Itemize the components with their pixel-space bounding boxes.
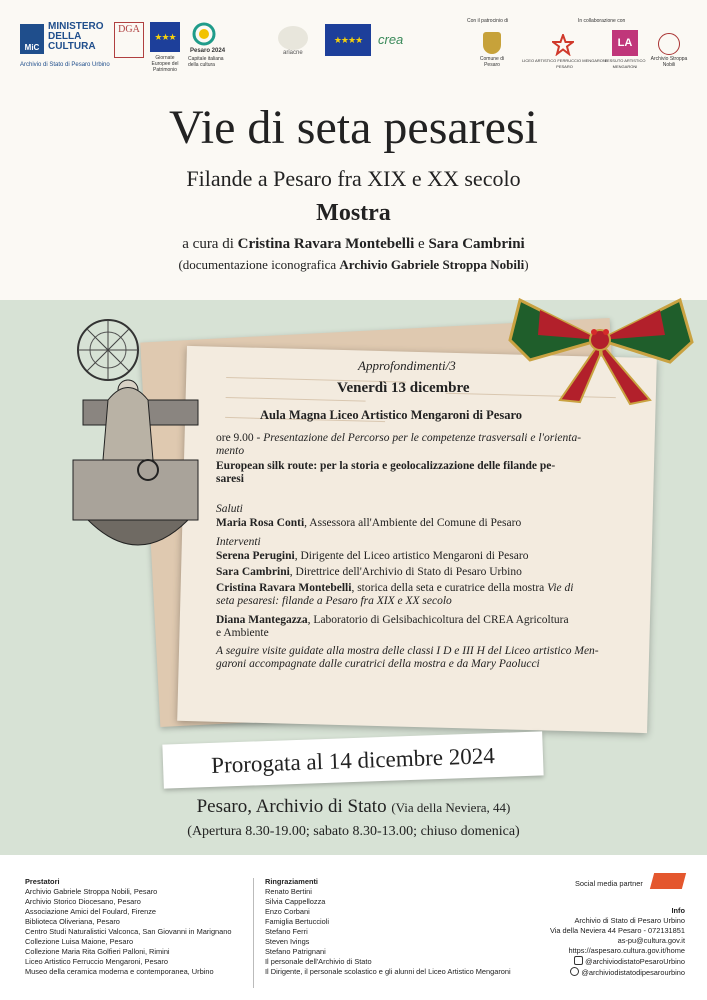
event-time-line [216,432,636,458]
tessuto-caption: TESSUTO ARTISTICO MENGARONI [604,58,646,69]
mic-logo-box: MiC [20,24,44,54]
curators-prefix: a cura di [182,236,238,252]
pesaro2024-caption: Capitale italiana della cultura [188,56,224,68]
speaker-role-1: , Laboratorio di Gelsibachicoltura del CREA Agricoltura [307,614,569,626]
christmas-bow-decoration [500,280,700,410]
ringraziamento-item: Enzo Corbani [265,907,310,916]
eu-flag-icon: ★★★★ [325,24,371,56]
speaker-name: Serena Perugini [216,550,295,562]
approfondimenti-label: Approfondimenti/3 [358,358,456,373]
pesaro2024-title: Pesaro 2024 [190,48,226,54]
info-item: Archivio di Stato di Pesaro Urbino [574,916,685,925]
archivio-subtitle: Archivio di Stato di Pesaro Urbino [20,62,110,68]
mic-line-2: DELLA [48,31,82,42]
interventi-text: Interventi [216,536,261,548]
gep-caption: Giornate Europee del Patrimonio [151,55,179,73]
speaker-row [216,550,636,563]
mic-line-1: MINISTERO [48,21,104,32]
ringraziamento-item: Famiglia Bertuccioli [265,917,330,926]
documentation-credit [0,257,707,273]
event-place: Aula Magna Liceo Artistico Mengaroni di Pesaro [260,408,523,422]
interventi-label [216,536,636,549]
prestatore-item: Centro Studi Naturalistici Valconca, San Giovanni in Marignano [25,927,232,936]
pesaro2024-logo [192,22,216,46]
silk-spinner-engraving [68,300,206,570]
time-prefix: ore 9.00 - [216,432,264,444]
venue-address: (Via della Neviera, 44) [391,800,511,815]
curators-and: e [414,236,429,252]
mic-line-3: CULTURA [48,41,96,52]
instagram-row[interactable] [550,956,685,967]
ariacne-logo: ariacne [283,50,303,56]
ringraziamento-item: Il Dirigente, il personale scolastico e gli alunni del Liceo Artistico Mengaroni [265,967,511,976]
docu-prefix: (documentazione iconografica [178,257,340,272]
social-partner-label: Social media partner [575,879,643,888]
poster-title: Vie di seta pesaresi [169,101,538,154]
silk-route-line-2: saresi [216,473,244,485]
speaker-name: Diana Mantegazza [216,614,308,626]
presentation-title-2: mento [216,445,245,457]
speaker-role: , Dirigente del Liceo artistico Mengaroni di Pesaro [294,550,529,562]
speaker-name: Sara Cambrini [216,566,290,578]
prestatore-item: Archivio Gabriele Stroppa Nobili, Pesaro [25,887,158,896]
docu-archive: Archivio Gabriele Stroppa Nobili [339,257,525,272]
crea-logo: crea [378,32,404,47]
exhibition-title-2: seta pesaresi: filande a Pesaro fra XIX e XX secolo [216,595,452,607]
docu-suffix: ) [524,257,529,272]
facebook-icon [570,967,579,976]
speaker-row [216,566,636,579]
ringraziamento-item: Stefano Patrignani [265,947,326,956]
speaker-name: Cristina Ravara Montebelli [216,582,352,594]
facebook-handle: @archiviodistatodipesarourbino [581,968,685,977]
info-website[interactable]: https://aspesaro.cultura.gov.it/home [568,946,685,955]
saluti-label [216,503,636,516]
closing-line-1: A seguire visite guidate alla mostra delle classi I D e III H del Liceo artistico Men- [216,645,599,657]
instagram-icon [574,956,583,965]
footer-divider [253,878,254,988]
dga-logo: DGA [114,22,144,58]
facebook-row[interactable] [550,967,685,978]
ringraziamenti-title: Ringraziamenti [265,877,318,886]
liceo-logo-icon [552,34,574,61]
info-item: Via della Neviera 44 Pesaro - 072131851 [549,926,685,935]
curator-2: Sara Cambrini [428,236,525,252]
proroga-text: Prorogata al 14 dicembre 2024 [210,743,496,778]
closing-line-2: garoni accompagnate dalle curatrici della mostra e da Mary Paolucci [216,658,540,670]
poster-subtitle: Filande a Pesaro fra XIX e XX secolo [186,166,521,191]
silk-route-line-1: European silk route: per la storia e geolocalizzazione delle filande pe- [216,460,556,472]
prestatori-column [25,877,232,977]
venue-line [0,796,707,818]
comune-caption: Comune di Pesaro [479,56,505,68]
collab-label: In collaborazione con [578,18,626,24]
patrocinio-label: Con il patrocinio di [467,18,509,24]
tessuto-logo-icon: LA [612,30,638,56]
speaker-role: , Direttrice dell'Archivio di Stato di Pesaro Urbino [289,566,522,578]
liceo-caption: LICEO ARTISTICO FERRUCCIO MENGARONI PESARO [522,58,607,69]
ringraziamento-item: Stefano Ferri [265,927,308,936]
prestatore-item: Collezione Luisa Maione, Pesaro [25,937,134,946]
stroppa-caption: Archivio Stroppa Nobili [650,56,688,68]
presentation-title-1: Presentazione del Percorso per le competenze trasversali e l'orienta- [263,432,582,444]
prestatori-title: Prestatori [25,877,60,886]
gep-eu-logo: ★★★ [150,22,180,52]
speaker-row-diana [216,614,636,640]
ringraziamento-item: Renato Bertini [265,887,312,896]
ringraziamento-item: Il personale dell'Archivio di Stato [265,957,372,966]
ringraziamenti-column [265,877,511,977]
info-title: Info [671,906,685,915]
ariacne-logo-mark [278,26,308,50]
venue-main: Pesaro, Archivio di Stato [196,796,392,817]
prestatore-item: Archivio Storico Diocesano, Pesaro [25,897,141,906]
info-email[interactable]: as-pu@cultura.gov.it [617,936,685,945]
social-partner-logo-icon [650,873,686,889]
info-column [550,906,685,978]
prestatore-item: Collezione Maria Rita Golfieri Palloni, Rimini [25,947,170,956]
prestatore-item: Museo della ceramica moderna e contemporanea, Urbino [25,967,214,976]
instagram-handle: @archiviodistatoPesaroUrbino [585,957,685,966]
mostra-label: Mostra [316,200,391,226]
silk-route-title [216,460,636,486]
saluti-role: , Assessora all'Ambiente del Comune di Pesaro [304,517,522,529]
saluti-speaker [216,517,636,530]
ringraziamento-item: Steven Ivings [265,937,310,946]
speaker-row-cristina [216,582,636,608]
guided-tours-note [216,645,636,671]
prestatore-item: Associazione Amici del Foulard, Firenze [25,907,157,916]
speaker-role: , storica della seta e curatrice della mostra [351,582,548,594]
comune-crest-icon [483,32,501,54]
saluti-text: Saluti [216,503,243,515]
opening-hours: (Apertura 8.30-19.00; sabato 8.30-13.00; chiuso domenica) [187,824,520,839]
exhibition-title-1: Vie di [547,582,574,594]
stroppa-logo-icon [658,33,680,55]
ringraziamento-item: Silvia Cappellozza [265,897,326,906]
prestatore-item: Biblioteca Oliveriana, Pesaro [25,917,120,926]
curator-1: Cristina Ravara Montebelli [237,236,415,252]
prestatore-item: Liceo Artistico Ferruccio Mengaroni, Pesaro [25,957,168,966]
saluti-name: Maria Rosa Conti [216,517,305,529]
curators-line [0,236,707,253]
speaker-role-2: e Ambiente [216,627,269,639]
event-date: Venerdì 13 dicembre [337,380,470,396]
